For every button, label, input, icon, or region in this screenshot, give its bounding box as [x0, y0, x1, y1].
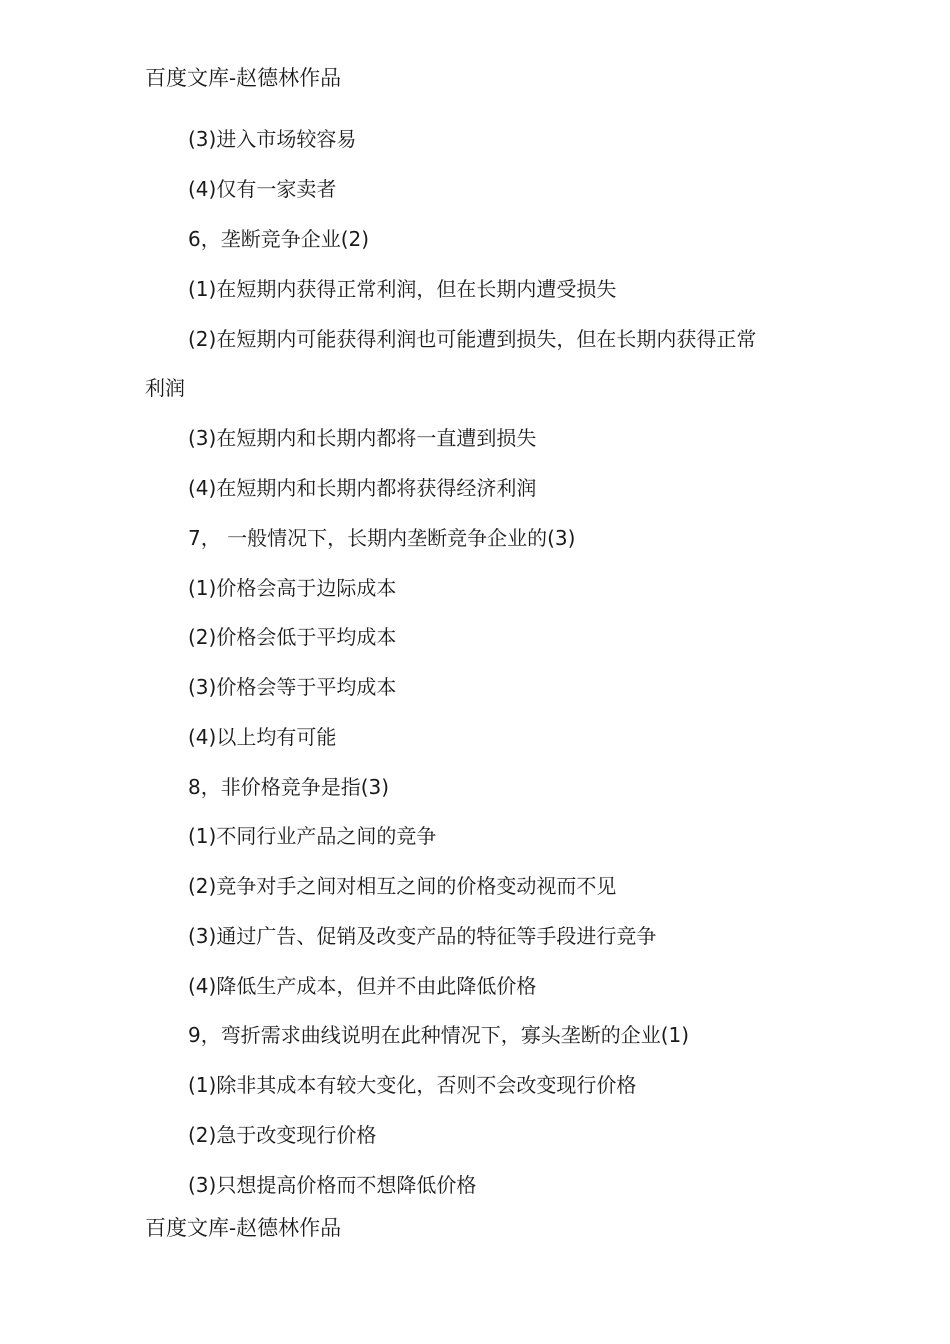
q9-option-1: (1)除非其成本有较大变化，否则不会改变现行价格 [188, 1073, 637, 1097]
question-6: 6，垄断竞争企业(2) [188, 227, 370, 251]
q9-option-2: (2)急于改变现行价格 [188, 1123, 377, 1147]
q8-option-4: (4)降低生产成本，但并不由此降低价格 [188, 974, 537, 998]
q6-option-4: (4)在短期内和长期内都将获得经济利润 [188, 476, 537, 500]
q6-option-2-continued: 利润 [145, 376, 185, 400]
q5-option-3: (3)进入市场较容易 [188, 127, 357, 151]
q5-option-4: (4)仅有一家卖者 [188, 177, 337, 201]
q7-option-2: (2)价格会低于平均成本 [188, 625, 397, 649]
q7-option-3: (3)价格会等于平均成本 [188, 675, 397, 699]
question-7: 7， 一般情况下，长期内垄断竞争企业的(3) [188, 526, 576, 550]
q7-option-1: (1)价格会高于边际成本 [188, 576, 397, 600]
q8-option-1: (1)不同行业产品之间的竞争 [188, 824, 437, 848]
q7-option-4: (4)以上均有可能 [188, 725, 337, 749]
question-9: 9，弯折需求曲线说明在此种情况下，寡头垄断的企业(1) [188, 1023, 690, 1047]
q6-option-3: (3)在短期内和长期内都将一直遭到损失 [188, 426, 537, 450]
q6-option-1: (1)在短期内获得正常利润，但在长期内遭受损失 [188, 277, 617, 301]
q8-option-3: (3)通过广告、促销及改变产品的特征等手段进行竞争 [188, 924, 657, 948]
q8-option-2: (2)竞争对手之间对相互之间的价格变动视而不见 [188, 874, 617, 898]
q6-option-2: (2)在短期内可能获得利润也可能遭到损失，但在长期内获得正常 [188, 327, 757, 351]
page-footer: 百度文库-赵德林作品 [145, 1216, 342, 1240]
q9-option-3: (3)只想提高价格而不想降低价格 [188, 1173, 477, 1197]
page-header: 百度文库-赵德林作品 [145, 66, 342, 90]
question-8: 8，非价格竞争是指(3) [188, 775, 390, 799]
